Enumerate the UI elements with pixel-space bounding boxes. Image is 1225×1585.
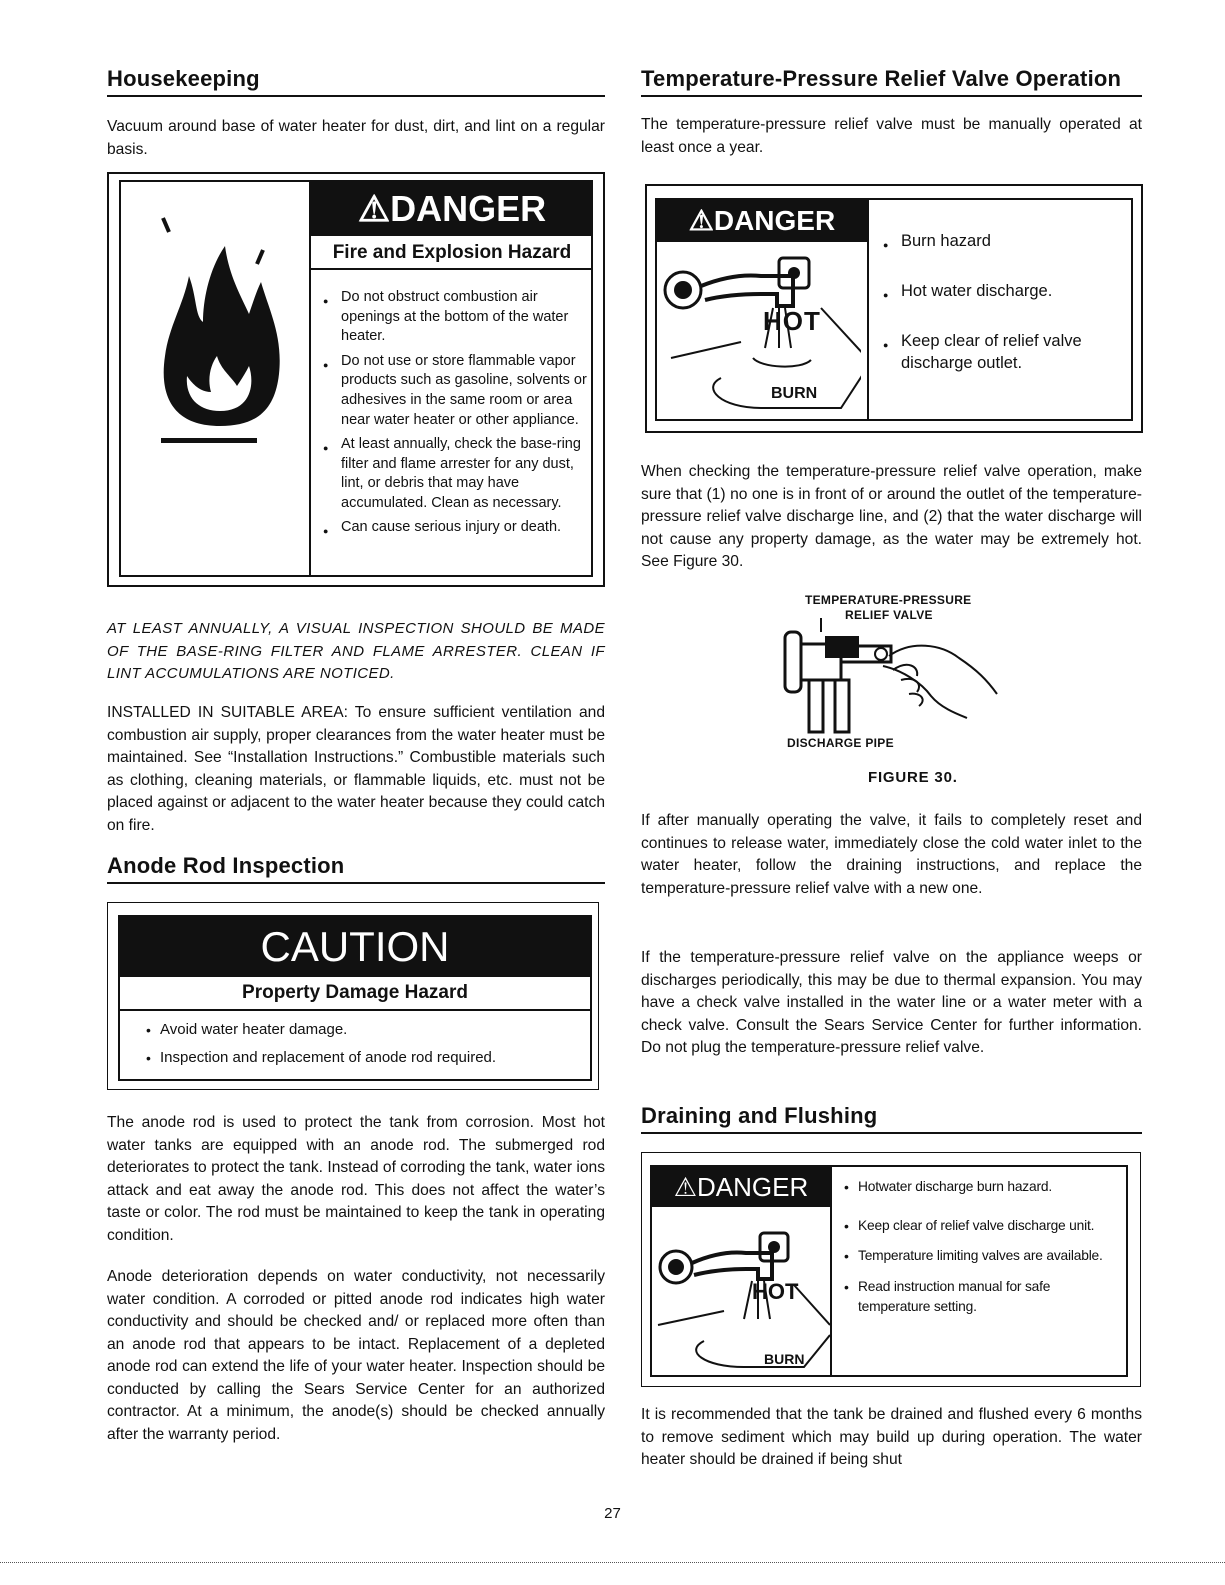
hot-label: HOT bbox=[752, 1279, 799, 1304]
danger-banner: ⚠DANGER bbox=[311, 182, 593, 236]
list-item: ● Burn hazard bbox=[881, 230, 1123, 252]
tpr-danger-box bbox=[645, 184, 1143, 433]
list-item: ● Can cause serious injury or death. bbox=[321, 518, 589, 538]
list-item: • Keep clear of relief valve discharge unit. bbox=[838, 1216, 1116, 1237]
tpr-danger-list bbox=[881, 230, 1123, 374]
page-number: 27 bbox=[604, 1505, 621, 1522]
draining-danger-inner bbox=[650, 1165, 1128, 1377]
anode-paragraph-1: The anode rod is used to protect the tank from corrosion. Most hot water tanks are equipped with an anode rod. The submerged rod deteriorates to protect the tank. Instead of corroding the tank, water ions attack and eat away the anode rod. This does not affect the water’s taste or color. The rod must be maintained to keep the tank in operating condition. bbox=[107, 1114, 605, 1244]
housekeeping-heading: Housekeeping bbox=[107, 66, 605, 97]
figure-caption: FIGURE 30. bbox=[868, 769, 958, 786]
danger-banner: ⚠DANGER bbox=[652, 1167, 830, 1207]
list-item: ● Do not use or store flammable vapor products such as gasoline, solvents or adhesives in the same room or area near water heater or other appliance. bbox=[321, 352, 589, 430]
tpr-paragraph-2: If after manually operating the valve, it fails to completely reset and continues to release water, immediately close the cold water inlet to the water heater, follow the draining instructions, and replace the temperature-pressure relief valve with a new one. bbox=[641, 812, 1142, 897]
list-item: • Inspection and replacement of anode rod required. bbox=[140, 1047, 580, 1069]
figure-label-valve-2: RELIEF VALVE bbox=[845, 608, 933, 622]
tpr-danger-panel bbox=[657, 200, 869, 419]
draining-danger-panel bbox=[652, 1167, 832, 1375]
draining-paragraph: It is recommended that the tank be drained and flushed every 6 months to remove sediment which may build up during operation. The water heater should be drained if being shut bbox=[641, 1406, 1142, 1468]
anode-paragraph-2: Anode deterioration depends on water conductivity, not necessarily water condition. A corroded or pitted anode rod indicates high water conductivity and should be checked and/ or replaced more often than an anode rod that appears to be intact. Replacement of a depleted anode rod can extend the life of your water heater. Inspection should be conducted by calling the Sears Service Center for an authorized contractor. At a minimum, the anode(s) should be checked annually after the warranty period. bbox=[107, 1268, 605, 1443]
fire-danger-list bbox=[321, 288, 589, 537]
figure-label-valve-1: TEMPERATURE-PRESSURE bbox=[805, 593, 972, 607]
caution-banner: CAUTION bbox=[120, 917, 590, 977]
tpr-danger-inner bbox=[655, 198, 1133, 421]
hot-label: HOT bbox=[763, 306, 821, 336]
fire-danger-panel bbox=[309, 182, 595, 577]
burn-label: BURN bbox=[771, 385, 818, 402]
list-item: • Avoid water heater damage. bbox=[140, 1019, 580, 1041]
danger-banner: ⚠DANGER bbox=[657, 200, 867, 242]
list-item: ● Keep clear of relief valve discharge outlet. bbox=[881, 330, 1123, 374]
installed-paragraph: INSTALLED IN SUITABLE AREA: To ensure sufficient ventilation and combustion air supply, proper clearances from the water heater must be maintained. See “Installation Instructions.” Combustible materials such as clothing, cleaning materials, or flammable liquids, etc. must not be placed against or adjacent to the water heater because they could catch on fire. bbox=[107, 704, 605, 834]
caution-list bbox=[140, 1019, 580, 1069]
draining-heading: Draining and Flushing bbox=[641, 1103, 1142, 1134]
hot-water-faucet-icon bbox=[661, 248, 861, 414]
draining-danger-box bbox=[641, 1152, 1141, 1387]
caution-title: Property Damage Hazard bbox=[120, 977, 590, 1011]
list-item: • Read instruction manual for safe temperature setting. bbox=[838, 1277, 1116, 1318]
housekeeping-body: Vacuum around base of water heater for dust, dirt, and lint on a regular basis. bbox=[107, 118, 605, 158]
tpr-heading: Temperature-Pressure Relief Valve Operation bbox=[641, 66, 1142, 97]
inspection-note: AT LEAST ANNUALLY, A VISUAL INSPECTION SHOULD BE MADE OF THE BASE-RING FILTER AND FLAME ARRESTER. CLEAN IF LINT ACCUMULATIONS ARE NOTICED. bbox=[107, 620, 605, 682]
caution-inner bbox=[118, 915, 592, 1081]
tpr-paragraph-1: When checking the temperature-pressure relief valve operation, make sure that (1) no one is in front of or around the outlet of the temperature-pressure relief valve discharge line, and (2) that the water discharge will not cause any property damage, as the water may be extremely hot. See Figure 30. bbox=[641, 463, 1142, 570]
fire-danger-inner bbox=[119, 180, 593, 577]
list-item: • Temperature limiting valves are available. bbox=[838, 1246, 1116, 1267]
fire-icon bbox=[145, 206, 295, 446]
fire-hazard-title: Fire and Explosion Hazard bbox=[311, 242, 593, 270]
caution-box bbox=[107, 902, 599, 1090]
figure-label-discharge: DISCHARGE PIPE bbox=[787, 736, 894, 750]
tpr-paragraph-3: If the temperature-pressure relief valve on the appliance weeps or discharges periodically, this may be due to thermal expansion. You may have a check valve installed in the water line or a water meter with a check valve. Consult the Sears Service Center for further information. Do not plug the temperature-pressure relief valve. bbox=[641, 949, 1142, 1056]
relief-valve-illustration bbox=[781, 610, 1011, 735]
anode-heading: Anode Rod Inspection bbox=[107, 853, 605, 884]
draining-danger-list bbox=[838, 1177, 1116, 1318]
list-item: ● Hot water discharge. bbox=[881, 280, 1123, 302]
fire-danger-box bbox=[107, 172, 605, 587]
tpr-intro: The temperature-pressure relief valve must be manually operated at least once a year. bbox=[641, 116, 1142, 156]
bottom-rule bbox=[0, 1562, 1225, 1563]
list-item: ● At least annually, check the base-ring filter and flame arrester for any dust, lint, or debris that may have accumulated. Clean as necessary. bbox=[321, 435, 589, 513]
list-item: • Hotwater discharge burn hazard. bbox=[838, 1177, 1116, 1198]
hot-water-faucet-icon bbox=[654, 1215, 830, 1371]
list-item: ● Do not obstruct combustion air openings at the bottom of the water heater. bbox=[321, 288, 589, 347]
burn-label: BURN bbox=[764, 1351, 805, 1367]
